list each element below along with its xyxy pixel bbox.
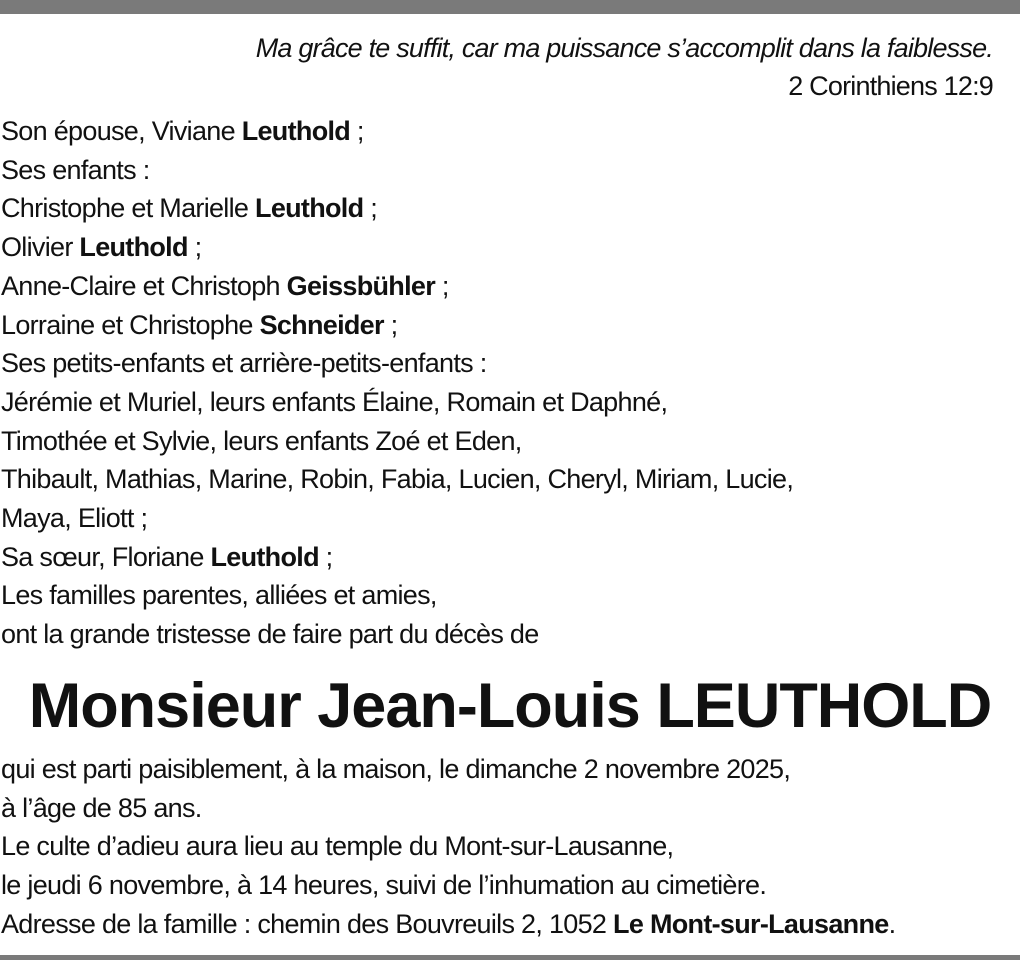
line-text: Jérémie et Muriel, leurs enfants Élaine, Romain et Daphné, (1, 386, 668, 417)
line-text: Sa sœur, Floriane (1, 541, 211, 572)
line-text: Thibault, Mathias, Marine, Robin, Fabia, Lucien, Cheryl, Miriam, Lucie, (1, 464, 794, 495)
family-line (1, 344, 1016, 383)
line-text: Adresse de la famille : chemin des Bouvreuils 2, 1052 (1, 908, 614, 939)
line-text: le jeudi 6 novembre, à 14 heures, suivi de l’inhumation au cimetière. (1, 870, 767, 901)
line-text: ont la grande tristesse de faire part du décès de (1, 619, 539, 650)
bible-quote (256, 29, 993, 105)
line-text: Ses petits-enfants et arrière-petits-enfants : (1, 348, 487, 379)
line-suffix: ; (363, 193, 378, 224)
family-list (1, 112, 1016, 654)
line-suffix: ; (383, 309, 398, 340)
family-line (1, 112, 1016, 151)
line-suffix: ; (350, 116, 364, 146)
line-suffix: ; (435, 270, 449, 301)
family-line (1, 615, 1016, 654)
line-text: Christophe et Marielle (1, 193, 256, 224)
line-text: à l’âge de 85 ans. (1, 792, 202, 823)
line-suffix: . (888, 908, 896, 939)
line-text: Timothée et Sylvie, leurs enfants Zoé et Eden, (1, 425, 522, 456)
top-rule (0, 0, 1020, 14)
line-text: Olivier (1, 232, 80, 263)
line-suffix: ; (318, 541, 333, 572)
surname: Leuthold (79, 232, 188, 263)
detail-line (1, 905, 1016, 944)
family-line (1, 228, 1016, 267)
line-suffix: ; (187, 232, 202, 263)
bottom-rule (0, 955, 1020, 960)
surname: Schneider (259, 309, 384, 340)
detail-line (1, 827, 1016, 866)
family-line (1, 422, 1016, 461)
family-line (1, 383, 1016, 422)
quote-reference: 2 Corinthiens 12:9 (788, 71, 993, 101)
bold-text: Le Mont-sur-Lausanne (613, 908, 889, 939)
line-text: Maya, Eliott ; (1, 503, 148, 534)
detail-line (1, 750, 1016, 789)
family-line (1, 576, 1016, 615)
family-line (1, 151, 1016, 190)
detail-line (1, 789, 1016, 828)
family-line (1, 306, 1016, 345)
line-text: Le culte d’adieu aura lieu au temple du Mont-sur-Lausanne, (1, 831, 674, 862)
surname: Geissbühler (286, 270, 436, 301)
line-text: Son épouse, Viviane (1, 116, 242, 146)
line-text: Anne-Claire et Christoph (1, 270, 287, 301)
surname: Leuthold (241, 116, 351, 146)
family-line (1, 267, 1016, 306)
family-line (1, 189, 1016, 228)
surname: Leuthold (210, 541, 319, 572)
line-text: Ses enfants : (1, 154, 150, 185)
surname: Leuthold (255, 193, 364, 224)
line-text: qui est parti paisiblement, à la maison, le dimanche 2 novembre 2025, (1, 754, 791, 784)
deceased-name: Monsieur Jean-Louis LEUTHOLD (28, 671, 992, 741)
line-text: Lorraine et Christophe (1, 309, 260, 340)
family-line (1, 499, 1016, 538)
family-line (1, 538, 1016, 577)
quote-verse: Ma grâce te suffit, car ma puissance s’accomplit dans la faiblesse. (255, 33, 993, 63)
detail-line (1, 866, 1016, 905)
family-line (1, 460, 1016, 499)
funeral-details (1, 750, 1016, 944)
line-text: Les familles parentes, alliées et amies, (1, 580, 437, 611)
